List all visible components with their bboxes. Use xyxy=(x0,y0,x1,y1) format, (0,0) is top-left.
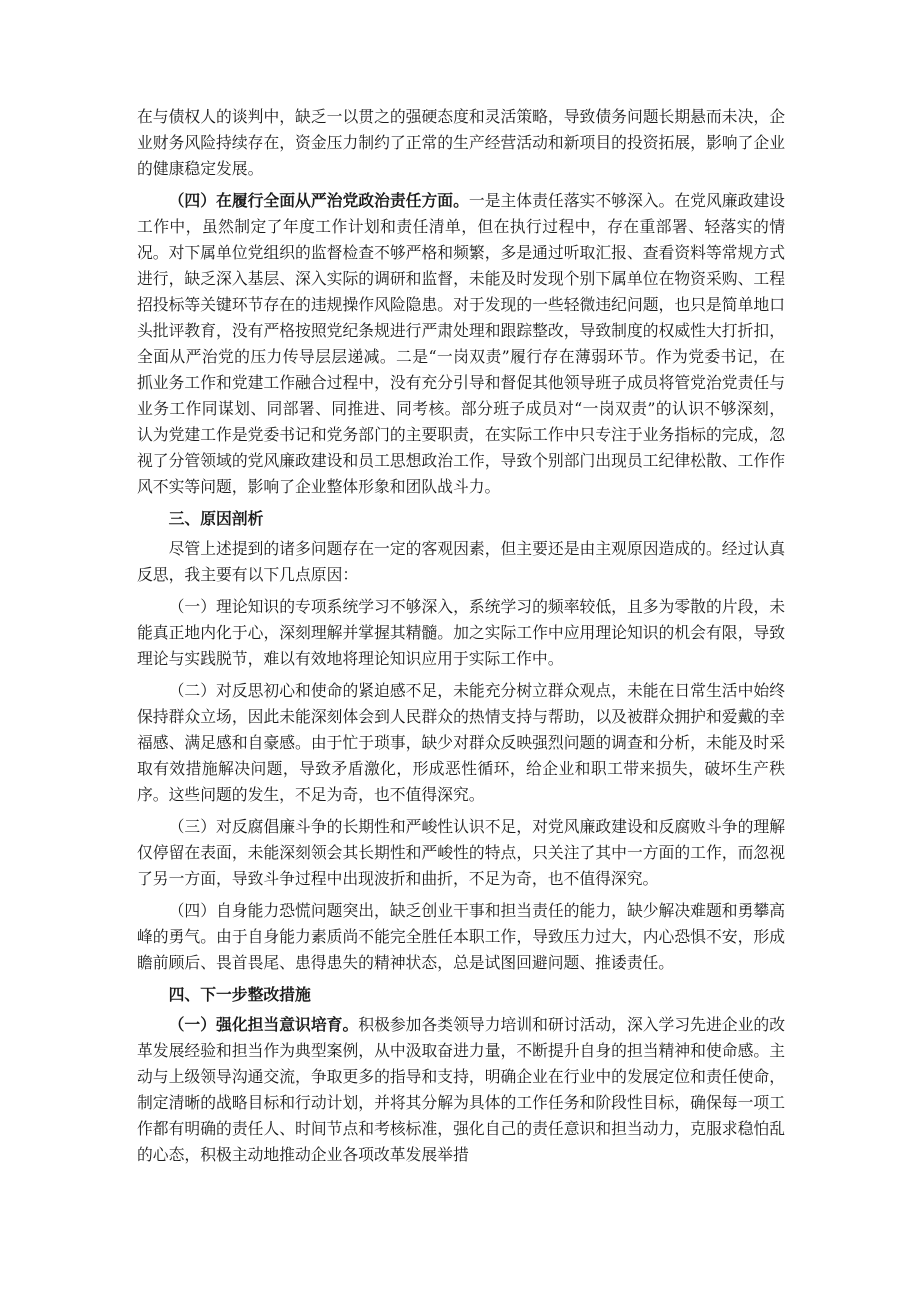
paragraph-body: 一是主体责任落实不够深入。在党风廉政建设工作中，虽然制定了年度工作计划和责任清单，但在执行过程中，存在重部署、轻落实的情况。对下属单位党组织的监督检查不够严格和频繁，多是通过听取汇报、查看资料等常规方式进行，缺乏深入基层、深入实际的调研和监督，未能及时发现个别下属单位在物资采购、工程招投标等关键环节存在的违规操作风险隐患。对于发现的一些轻微违纪问题，也只是简单地口头批评教育，没有严格按照党纪条规进行严肃处理和跟踪整改，导致制度的权威性大打折扣，全面从严治党的压力传导层层递减。二是“一岗双责”履行存在薄弱环节。作为党委书记，在抓业务工作和党建工作融合过程中，没有充分引导和督促其他领导班子成员将管党治党责任与业务工作同谋划、同部署、同推进、同考核。部分班子成员对“一岗双责”的认识不够深刻，认为党建工作是党委书记和党务部门的主要职责，在实际工作中只专注于业务指标的完成，忽视了分管领域的党风廉政建设和员工思想政治工作，导致个别部门出现员工纪律松散、工作作风不实等问题，影响了企业整体形象和团队战斗力。 xyxy=(137,191,785,496)
cause-item-4: （四）自身能力恐慌问题突出，缺乏创业干事和担当责任的能力，缺少解决难题和勇攀高峰的勇气。由于自身能力素质尚不能完全胜任本职工作，导致压力过大，内心恐惧不安，形成瞻前顾后、畏首畏尾、患得患失的精神状态，总是试图回避问题、推诿责任。 xyxy=(137,901,785,972)
paragraph-lead: （四）在履行全面从严治党政治责任方面。 xyxy=(168,191,469,210)
cause-item-2: （二）对反思初心和使命的紧迫感不足，未能充分树立群众观点，未能在日常生活中始终保持群众立场，因此未能深刻体会到人民群众的热情支持与帮助，以及被群众拥护和爱戴的幸福感、满足感和自豪感。由于忙于琐事，缺少对群众反映强烈问题的调查和分析，未能及时采取有效措施解决问题，导致矛盾激化，形成恶性循环，给企业和职工带来损失，破坏生产秩序。这些问题的发生，不足为奇，也不值得深究。 xyxy=(137,681,785,804)
cause-item-3: （三）对反腐倡廉斗争的长期性和严峻性认识不足，对党风廉政建设和反腐败斗争的理解仅停留在表面，未能深刻领会其长期性和严峻性的特点，只关注了其中一方面的工作，而忽视了另一方面，导致斗争过程中出现波折和曲折，不足为奇，也不值得深究。 xyxy=(137,817,785,888)
paragraph-party-responsibility xyxy=(137,188,785,500)
paragraph-rectification-1 xyxy=(137,1012,785,1168)
cause-item-1: （一）理论知识的专项系统学习不够深入，系统学习的频率较低，且多为零散的片段，未能真正地内化于心，深刻理解并掌握其精髓。加之实际工作中应用理论知识的机会有限，导致理论与实践脱节，难以有效地将理论知识应用于实际工作中。 xyxy=(137,597,785,668)
paragraph-debt-continuation: 在与债权人的谈判中，缺乏一以贯之的强硬态度和灵活策略，导致债务问题长期悬而未决，企业财务风险持续存在，资金压力制约了正常的生产经营活动和新项目的投资拓展，影响了企业的健康稳定发展。 xyxy=(137,107,785,178)
document-page xyxy=(137,104,785,1174)
paragraph-body: 积极参加各类领导力培训和研讨活动，深入学习先进企业的改革发展经验和担当作为典型案例，从中汲取奋进力量，不断提升自身的担当精神和使命感。主动与上级领导沟通交流，争取更多的指导和支持，明确企业在行业中的发展定位和责任使命，制定清晰的战略目标和行动计划，并将其分解为具体的工作任务和阶段性目标，确保每一项工作都有明确的责任人、时间节点和考核标准，强化自己的责任意识和担当动力，克服求稳怕乱的心态，积极主动地推动企业各项改革发展举措 xyxy=(137,1015,785,1164)
paragraph-cause-intro: 尽管上述提到的诸多问题存在一定的客观因素，但主要还是由主观原因造成的。经过认真反思，我主要有以下几点原因： xyxy=(137,539,785,584)
paragraph-lead: （一）强化担当意识培育。 xyxy=(168,1015,359,1034)
section-heading-rectification: 四、下一步整改措施 xyxy=(168,985,311,1004)
section-heading-cause-analysis: 三、原因剖析 xyxy=(168,509,264,528)
